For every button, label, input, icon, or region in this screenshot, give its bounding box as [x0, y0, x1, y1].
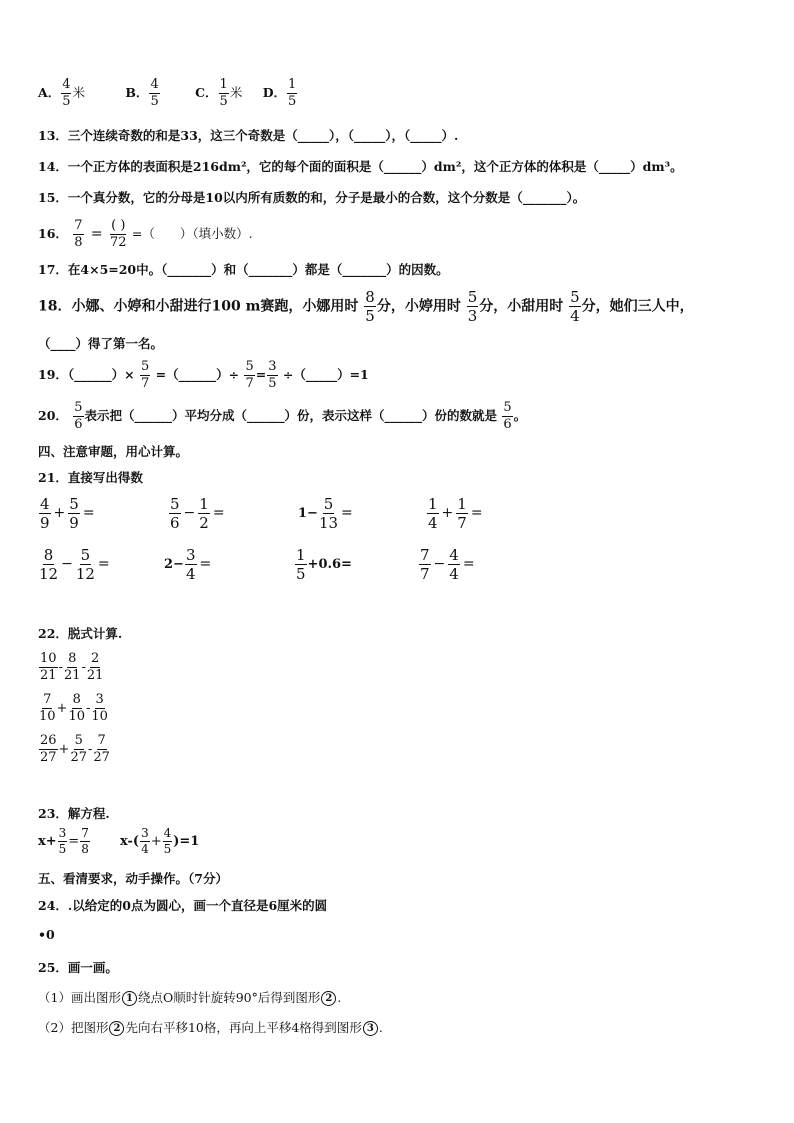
question-22-title: 22．脱式计算.	[38, 626, 123, 641]
question-23-title: 23．解方程.	[38, 806, 110, 821]
question-14: 14．一个正方体的表面积是216dm²，它的每个面的面积是（______）dm²，这个正方体的体积是（_____）dm³。	[38, 159, 683, 174]
question-25-part1: （1）画出图形 1 绕点O顺时针旋转90°后得到图形 2 .	[38, 990, 342, 1005]
question-24: 24．.以给定的0点为圆心，画一个直径是6厘米的圆	[38, 898, 328, 913]
q21-r2-item4: $\frac{7}{7}$ − $\frac{4}{4}$ =	[420, 546, 475, 583]
q21-r1-item3: 1− $\frac{5}{13}$ =	[298, 495, 353, 532]
q23-equation-2: x-( $\frac{3}{4}$ + $\frac{4}{5}$ )=1	[120, 826, 200, 856]
option-d: D． $\frac{1}{5}$	[262, 77, 297, 109]
q23-equation-1: x+ $\frac{3}{5}$ = $\frac{7}{8}$	[38, 826, 89, 856]
circled-number-1: 1	[122, 991, 137, 1006]
question-20: 20． $\frac{5}{6}$ 表示把（______）平均分成（______）份，表示这样（______）份的数就是 $\frac{5}{6}$ 。	[38, 400, 527, 432]
question-18-line2: （____）得了第一名。	[38, 336, 164, 351]
point-zero-marker: •0	[38, 927, 55, 942]
circled-number-2: 2	[321, 991, 336, 1006]
question-25: 25．画一画。	[38, 960, 118, 975]
question-18: 18．小娜、小婷和小甜进行100 m赛跑，小娜用时 $\frac{8}{5}$ 分，小婷用时 $\frac{5}{3}$ 分，小甜用时 $\frac{5}{4}$ 分，她们三人中，	[38, 288, 694, 325]
option-a: A． $\frac{4}{5}$ 米	[38, 77, 85, 109]
question-17: 17．在4×5=20中。（_______）和（_______）都是（_______）的因数。	[38, 262, 449, 277]
question-25-part2: （2）把图形 2 先向右平移10格，再向上平移4格得到图形 3 .	[38, 1020, 383, 1035]
question-21-title: 21．直接写出得数	[38, 470, 143, 485]
circled-number-3: 3	[363, 1021, 378, 1036]
q21-r2-item1: $\frac{8}{12}$ − $\frac{5}{12}$ =	[39, 546, 110, 583]
question-16: 16． $\frac{7}{8}$ = $\frac{( )}{72}$ =（ ）（填小数）.	[38, 218, 253, 250]
q22-expression-3: $\frac{26}{27}$ + $\frac{5}{27}$ - $\frac{7}{27}$	[40, 733, 110, 765]
q22-expression-1: $\frac{10}{21}$ - $\frac{8}{21}$ - $\frac{2}{21}$	[40, 651, 104, 683]
q21-r2-item2: 2− $\frac{3}{4}$ =	[164, 546, 212, 583]
options-row	[38, 78, 298, 109]
q21-r2-item3: $\frac{1}{5}$ +0.6=	[296, 546, 352, 583]
section-five-heading: 五、看清要求，动手操作。（7分）	[38, 871, 228, 886]
q21-r1-item2: $\frac{5}{6}$ − $\frac{1}{2}$ =	[170, 495, 225, 532]
question-13: 13．三个连续奇数的和是33，这三个奇数是（_____），（_____），（_____）.	[38, 128, 459, 143]
option-c: C． $\frac{1}{5}$ 米	[195, 77, 243, 109]
q21-r1-item1: $\frac{4}{9}$ + $\frac{5}{9}$ =	[40, 495, 95, 532]
question-19: 19．（______）× $\frac{5}{7}$ =（______）÷ $\frac{5}{7}$ = $\frac{3}{5}$ ÷（_____）=1	[38, 359, 369, 391]
option-b: B． $\frac{4}{5}$	[125, 77, 159, 109]
circled-number-2: 2	[109, 1021, 124, 1036]
q22-expression-2: $\frac{7}{10}$ + $\frac{8}{10}$ - $\frac{3}{10}$	[39, 692, 108, 724]
question-15: 15．一个真分数，它的分母是10以内所有质数的和，分子是最小的合数，这个分数是（_______）。	[38, 190, 586, 205]
section-four-heading: 四、注意审题，用心计算。	[38, 444, 189, 459]
q21-r1-item4: $\frac{1}{4}$ + $\frac{1}{7}$ =	[428, 495, 483, 532]
